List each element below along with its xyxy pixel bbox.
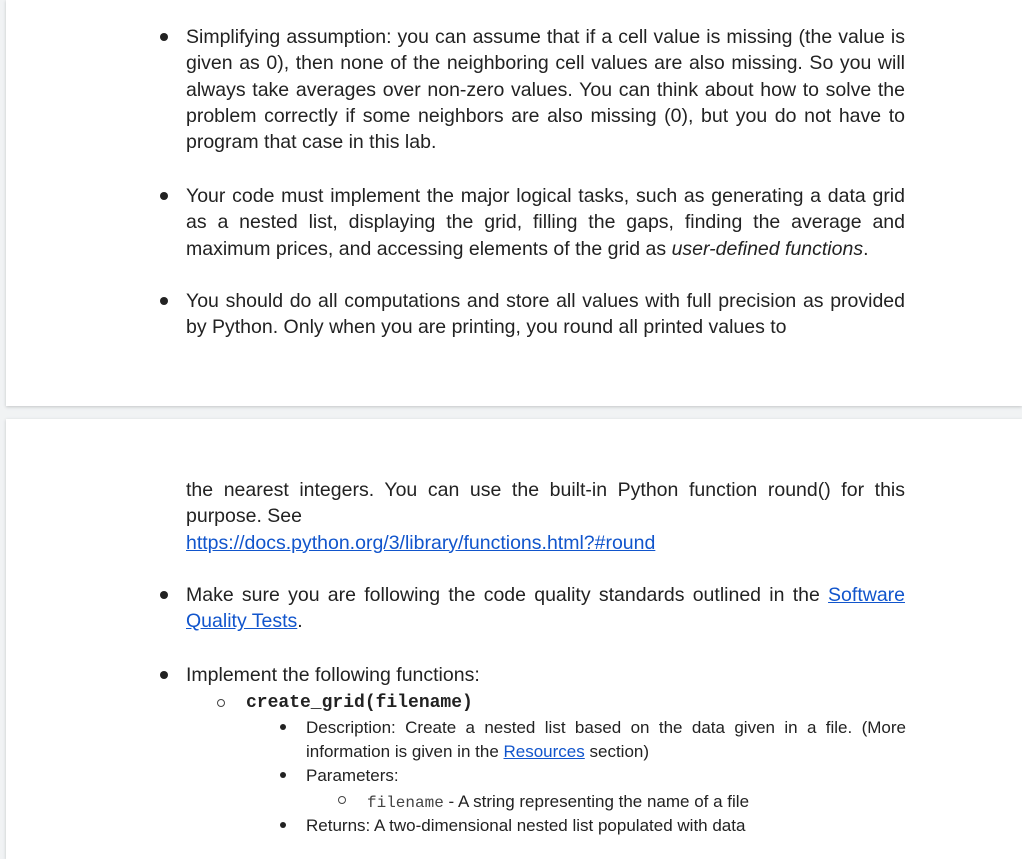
parameters-label: Parameters: <box>306 766 399 785</box>
document-page-1 <box>6 0 1022 406</box>
bullet-icon <box>158 27 170 47</box>
rounding-continuation-paragraph <box>186 477 905 556</box>
user-defined-functions-emphasis: user-defined functions <box>671 237 864 260</box>
bullet-icon <box>277 717 289 737</box>
bullet-icon <box>277 765 289 785</box>
code-quality-paragraph <box>186 582 905 635</box>
resources-link[interactable]: Resources <box>503 742 585 761</box>
major-tasks-text: Your code must implement the major logical tasks, such as generating a data grid as a nested list, displaying the grid, filling the gaps, finding the average and maximum prices, and accessing elements of the grid as <box>186 185 905 260</box>
hollow-bullet-icon <box>215 693 227 713</box>
period: . <box>863 237 869 260</box>
period: . <box>297 610 303 633</box>
bullet-icon <box>158 291 170 311</box>
bullet-icon <box>158 665 170 685</box>
hollow-bullet-icon <box>336 790 348 810</box>
returns-text: Returns: A two-dimensional nested list populated with data <box>306 816 746 835</box>
major-tasks-paragraph <box>186 183 905 262</box>
create-grid-description <box>306 716 906 764</box>
filename-param-desc: - A string representing the name of a file <box>443 792 750 811</box>
rounding-text: the nearest integers. You can use the built-in Python function round() for this purpose. See <box>186 479 905 528</box>
bullet-icon <box>158 585 170 605</box>
simplifying-assumption-paragraph: Simplifying assumption: you can assume that if a cell value is missing (the value is given as 0), then none of the neighboring cell values are also missing. So you will always take averages over non-zero values. You can think about how to solve the problem correctly if some neighbors are also missing (0), but you do not have to program that case in this lab. <box>186 26 905 154</box>
document-page-2 <box>6 419 1022 859</box>
bullet-icon <box>158 186 170 206</box>
code-quality-text: Make sure you are following the code quality standards outlined in the <box>186 584 829 606</box>
bullet-icon <box>277 815 289 835</box>
create-grid-signature: create_grid(filename) <box>246 693 473 713</box>
python-round-docs-link[interactable]: https://docs.python.org/3/library/functions.html?#round <box>186 531 656 554</box>
description-text: Description: Create a nested list based on the data given in a file. (More information is given in the <box>306 718 906 761</box>
description-text-after: section) <box>584 742 650 761</box>
implement-functions-paragraph: Implement the following functions: <box>186 664 480 686</box>
filename-parameter <box>367 790 749 815</box>
software-quality-tests-link[interactable]: Software Quality Tests <box>186 584 905 633</box>
filename-param-name: filename <box>367 794 444 812</box>
precision-paragraph: You should do all computations and store all values with full precision as provided by Python. Only when you are printing, you round all printed values to <box>186 290 905 339</box>
